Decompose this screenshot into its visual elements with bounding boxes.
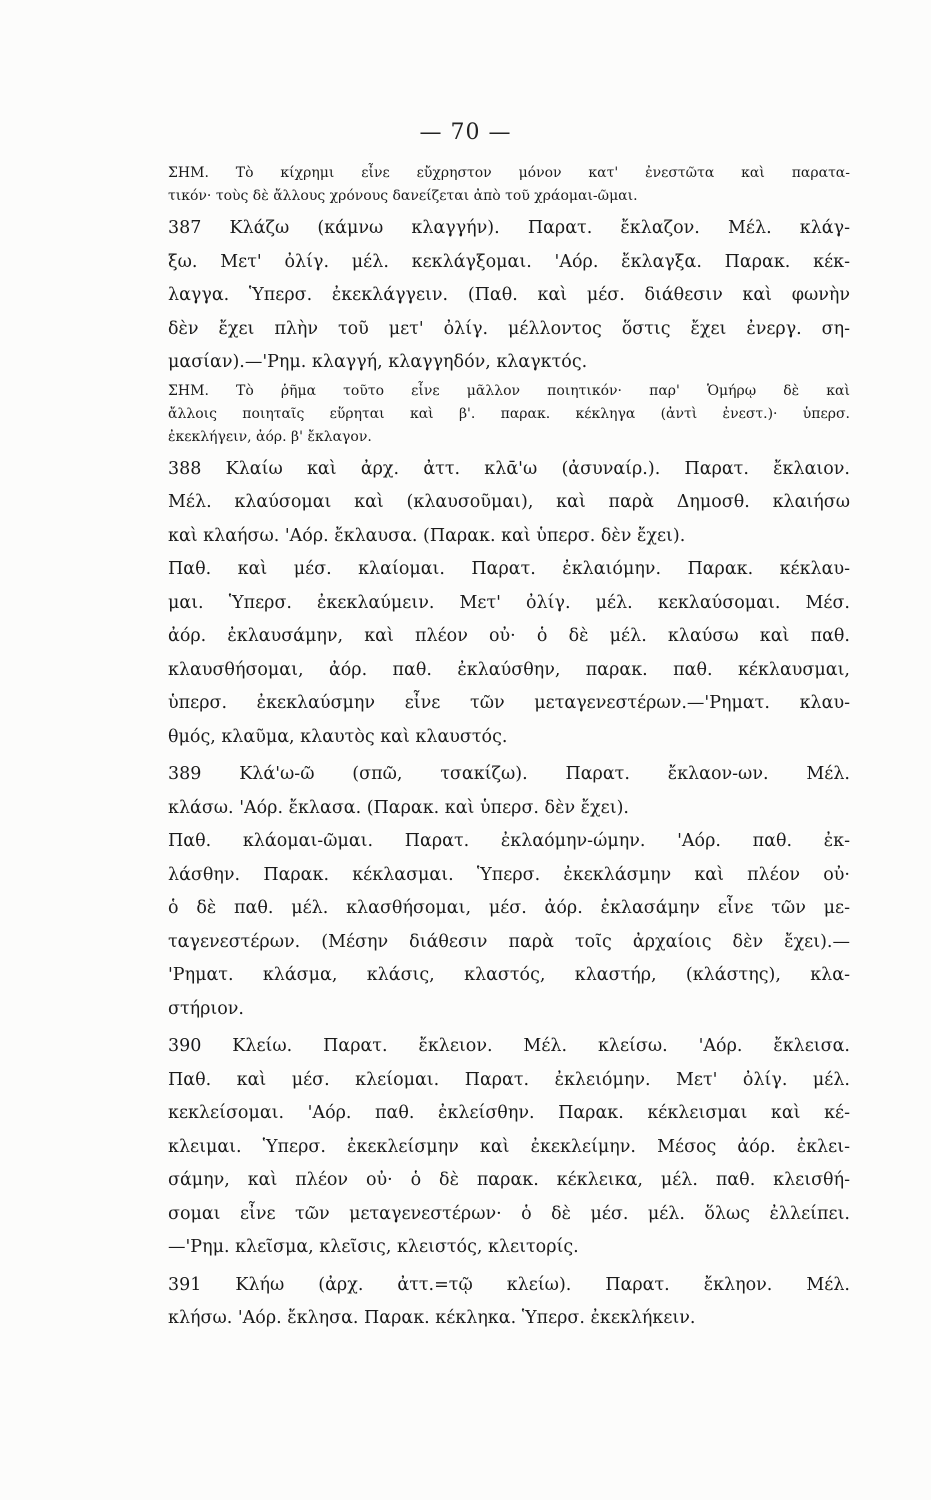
text-line: λαγγα. Ὑπερσ. ἐκεκλάγγειν. (Παθ. καὶ μέσ. διάθεσιν καὶ φωνὴν: [168, 285, 850, 305]
note-line: ἄλλοις ποιηταῖς εὕρηται καὶ β'. παρακ. κέκληγα (ἀντὶ ἐνεστ.)· ὑπερσ.: [168, 405, 850, 422]
text-line: κλειμαι. Ὑπερσ. ἐκεκλείσμην καὶ ἐκεκλείμην. Μέσος ἀόρ. ἐκλει-: [168, 1136, 850, 1157]
text-line: Παθ. καὶ μέσ. κλείομαι. Παρατ. ἐκλειόμην. Μετ' ὀλίγ. μέλ.: [168, 1069, 850, 1090]
text-line: ὑπερσ. ἐκεκλαύσμην εἶνε τῶν μεταγενεστέρων.—'Ρηματ. κλαυ-: [168, 693, 850, 713]
text-line: λάσθην. Παρακ. κέκλασμαι. Ὑπερσ. ἐκεκλάσμην καὶ πλέον οὐ·: [168, 864, 850, 885]
text-line: ταγενεστέρων. (Μέσην διάθεσιν παρὰ τοῖς ἀρχαίοις δὲν ἔχει).—: [168, 931, 850, 952]
note-line: ἐκεκλήγειν, ἀόρ. β' ἔκλαγον.: [168, 428, 372, 445]
note-line: τικόν· τοὺς δὲ ἄλλους χρόνους δανείζεται ἀπὸ τοῦ χράομαι-ῶμαι.: [168, 188, 638, 204]
text-line: ξω. Μετ' ὀλίγ. μέλ. κεκλάγξομαι. 'Αόρ. ἔκλαγξα. Παρακ. κέκ-: [168, 251, 850, 272]
page-number: — 70 —: [419, 120, 512, 145]
text-line: Μέλ. κλαύσομαι καὶ (κλαυσοῦμαι), καὶ παρὰ Δημοσθ. κλαιήσω: [168, 492, 850, 512]
note-line: ΣΗΜ. Τὸ κίχρημι εἶνε εὔχρηστον μόνον κατ' ἐνεστῶτα καὶ παρατα-: [168, 165, 850, 181]
body-text: [168, 162, 850, 1336]
text-line: 390 Κλείω. Παρατ. ἔκλειον. Μέλ. κλείσω. 'Αόρ. ἔκλεισα.: [168, 1036, 850, 1056]
text-line: Παθ. καὶ μέσ. κλαίομαι. Παρατ. ἐκλαιόμην. Παρακ. κέκλαυ-: [168, 559, 850, 579]
text-line: ὁ δὲ παθ. μέλ. κλασθήσομαι, μέσ. ἀόρ. ἐκλασάμην εἶνε τῶν με-: [168, 898, 850, 918]
text-line: Παθ. κλάομαι-ῶμαι. Παρατ. ἐκλαόμην-ώμην. 'Αόρ. παθ. ἐκ-: [168, 831, 850, 851]
text-line: μασίαν).—'Ρημ. κλαγγή, κλαγγηδόν, κλαγκτός.: [168, 352, 588, 372]
text-line: μαι. Ὑπερσ. ἐκεκλαύμειν. Μετ' ὀλίγ. μέλ. κεκλαύσομαι. Μέσ.: [168, 592, 850, 613]
text-line: 389 Κλά'ω-ῶ (σπῶ, τσακίζω). Παρατ. ἔκλαον-ων. Μέλ.: [168, 764, 850, 784]
text-line: θμός, κλαῦμα, κλαυτὸς καὶ κλαυστός.: [168, 726, 508, 747]
text-line: δὲν ἔχει πλὴν τοῦ μετ' ὀλίγ. μέλλοντος ὅστις ἔχει ἐνεργ. ση-: [168, 318, 850, 339]
text-line: κλήσω. 'Αόρ. ἔκλησα. Παρακ. κέκληκα. Ὑπερσ. ἐκεκλήκειν.: [168, 1308, 696, 1328]
text-line: καὶ κλαήσω. 'Αόρ. ἔκλαυσα. (Παρακ. καὶ ὑπερσ. δὲν ἔχει).: [168, 525, 686, 546]
text-line: —'Ρημ. κλεῖσμα, κλεῖσις, κλειστός, κλειτορίς.: [168, 1237, 579, 1257]
text-line: κεκλείσομαι. 'Αόρ. παθ. ἐκλείσθην. Παρακ. κέκλεισμαι καὶ κέ-: [168, 1103, 850, 1123]
text-line: σομαι εἶνε τῶν μεταγενεστέρων· ὁ δὲ μέσ. μέλ. ὅλως ἐλλείπει.: [168, 1203, 850, 1224]
text-line: σάμην, καὶ πλέον οὐ· ὁ δὲ παρακ. κέκλεικα, μέλ. παθ. κλεισθή-: [168, 1170, 850, 1190]
text-line: κλάσω. 'Αόρ. ἔκλασα. (Παρακ. καὶ ὑπερσ. δὲν ἔχει).: [168, 797, 629, 818]
text-line: 391 Κλήω (ἀρχ. ἀττ.=τῷ κλείω). Παρατ. ἔκληον. Μέλ.: [168, 1274, 850, 1295]
text-line: ἀόρ. ἐκλαυσάμην, καὶ πλέον οὐ· ὁ δὲ μέλ. κλαύσω καὶ παθ.: [168, 626, 850, 646]
note-line: ΣΗΜ. Τὸ ῥῆμα τοῦτο εἶνε μᾶλλον ποιητικόν· παρ' Ὁμήρῳ δὲ καὶ: [168, 382, 850, 399]
text-line: 387 Κλάζω (κάμνω κλαγγήν). Παρατ. ἔκλαζον. Μέλ. κλάγ-: [168, 218, 850, 238]
text-line: στήριον.: [168, 998, 244, 1019]
text-line: 388 Κλαίω καὶ ἀρχ. ἀττ. κλᾱ'ω (ἀσυναίρ.). Παρατ. ἔκλαιον.: [168, 458, 850, 479]
text-line: 'Ρηματ. κλάσμα, κλάσις, κλαστός, κλαστήρ, (κλάστης), κλα-: [168, 965, 850, 985]
text-line: κλαυσθήσομαι, ἀόρ. παθ. ἐκλαύσθην, παρακ. παθ. κέκλαυσμαι,: [168, 659, 850, 680]
